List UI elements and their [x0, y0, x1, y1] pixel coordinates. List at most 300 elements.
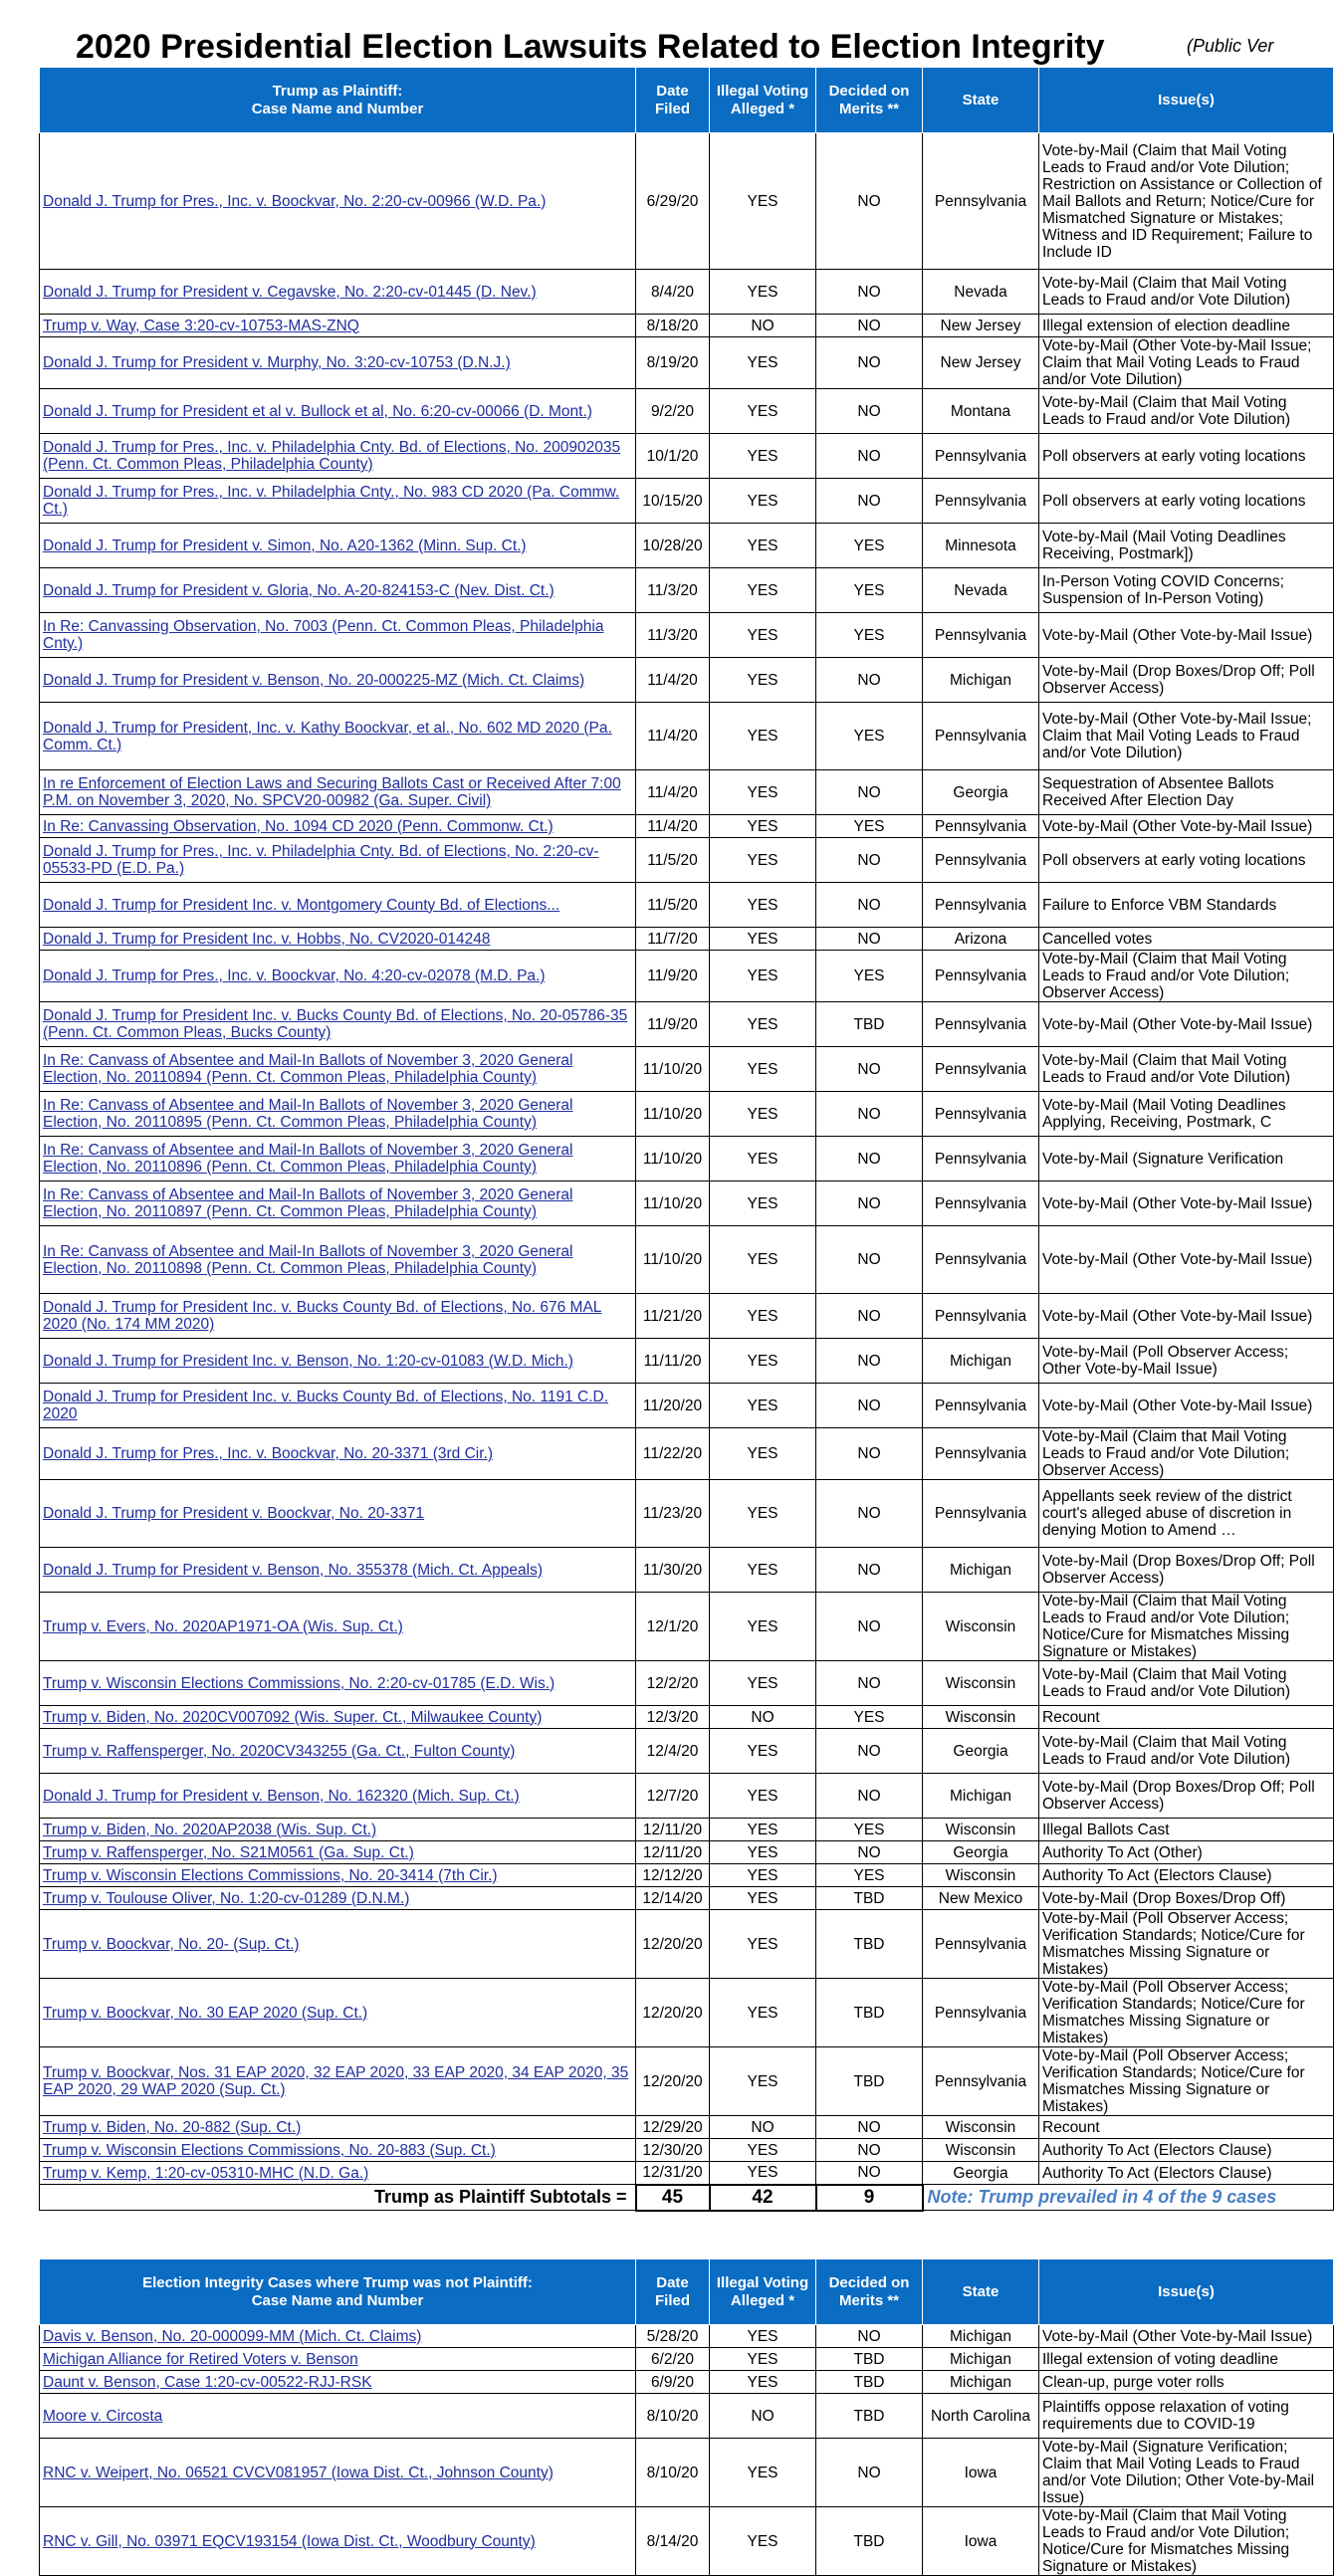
table-row [40, 1729, 1334, 1774]
non-plaintiff-cases-table [39, 2258, 1334, 2576]
state-cell: Wisconsin [923, 1864, 1039, 1887]
merits-cell: YES [816, 568, 923, 613]
case-name-cell [40, 1480, 636, 1548]
illegal-voting-cell: YES [710, 1661, 816, 1706]
illegal-voting-cell: YES [710, 613, 816, 658]
case-name-cell [40, 2162, 636, 2185]
case-link[interactable]: RNC v. Weipert, No. 06521 CVCV081957 (Iowa Dist. Ct., Johnson County) [43, 2464, 554, 2481]
illegal-voting-cell: YES [710, 1593, 816, 1661]
illegal-voting-cell: YES [710, 2047, 816, 2116]
issues-cell: Failure to Enforce VBM Standards [1039, 883, 1334, 928]
merits-cell: NO [816, 270, 923, 315]
case-name-cell [40, 1661, 636, 1706]
case-link[interactable]: Donald J. Trump for President Inc. v. Montgomery County Bd. of Elections... [43, 896, 560, 914]
case-link[interactable]: Trump v. Raffensperger, No. 2020CV343255 (Ga. Ct., Fulton County) [43, 1742, 516, 1760]
case-name-cell [40, 1593, 636, 1661]
issues-cell: Illegal extension of election deadline [1039, 315, 1334, 337]
merits-cell: NO [816, 2439, 923, 2507]
case-link[interactable]: In Re: Canvassing Observation, No. 7003 (Penn. Ct. Common Pleas, Philadelphia Cnty.) [43, 618, 604, 652]
issues-cell: Illegal extension of voting deadline [1039, 2348, 1334, 2371]
illegal-voting-cell: YES [710, 1092, 816, 1137]
table-row [40, 1339, 1334, 1384]
merits-cell: TBD [816, 1979, 923, 2047]
date-filed-cell: 12/4/20 [636, 1729, 710, 1774]
table-row [40, 2162, 1334, 2185]
case-link[interactable]: Donald J. Trump for President v. Boockvar, No. 20-3371 [43, 1505, 425, 1522]
table-row [40, 337, 1334, 389]
issues-cell: Vote-by-Mail (Claim that Mail Voting Leads to Fraud and/or Vote Dilution) [1039, 1729, 1334, 1774]
illegal-voting-cell: YES [710, 133, 816, 270]
state-cell: Montana [923, 389, 1039, 434]
issues-cell: Vote-by-Mail (Other Vote-by-Mail Issue) [1039, 1226, 1334, 1294]
case-link[interactable]: Donald J. Trump for Pres., Inc. v. Philadelphia Cnty. Bd. of Elections, No. 2:20-cv-05533-PD (E.D. Pa.) [43, 843, 599, 877]
state-cell: Michigan [923, 2348, 1039, 2371]
table-row [40, 770, 1334, 815]
case-link[interactable]: Trump v. Kemp, 1:20-cv-05310-MHC (N.D. Ga.) [43, 2164, 369, 2182]
table-row [40, 1979, 1334, 2047]
state-cell: Wisconsin [923, 2116, 1039, 2139]
illegal-voting-cell: YES [710, 951, 816, 1002]
merits-cell: TBD [816, 1887, 923, 1910]
issues-cell: Vote-by-Mail (Drop Boxes/Drop Off; Poll Observer Access) [1039, 1548, 1334, 1593]
merits-cell: TBD [816, 2348, 923, 2371]
illegal-voting-cell: YES [710, 1864, 816, 1887]
state-cell: Pennsylvania [923, 1979, 1039, 2047]
state-cell: Pennsylvania [923, 1181, 1039, 1226]
case-name-cell [40, 1002, 636, 1047]
case-link[interactable]: Donald J. Trump for President, Inc. v. Kathy Boockvar, et al., No. 602 MD 2020 (Pa. Comm. Ct.) [43, 719, 612, 753]
date-filed-cell: 8/14/20 [636, 2507, 710, 2576]
table-row [40, 1661, 1334, 1706]
table-row [40, 2439, 1334, 2507]
illegal-voting-cell: YES [710, 2162, 816, 2185]
state-cell: Pennsylvania [923, 1137, 1039, 1181]
illegal-voting-cell: YES [710, 1729, 816, 1774]
issues-cell: Vote-by-Mail (Claim that Mail Voting Leads to Fraud and/or Vote Dilution; Observer Access) [1039, 1428, 1334, 1480]
case-name-cell [40, 838, 636, 883]
table-row [40, 1181, 1334, 1226]
date-filed-cell: 11/9/20 [636, 1002, 710, 1047]
case-name-cell [40, 2439, 636, 2507]
state-cell: Minnesota [923, 524, 1039, 568]
table-row [40, 658, 1334, 703]
case-name-cell [40, 1137, 636, 1181]
case-name-cell [40, 613, 636, 658]
merits-cell: NO [816, 1384, 923, 1428]
issues-cell: Vote-by-Mail (Poll Observer Access; Other Vote-by-Mail Issue) [1039, 1339, 1334, 1384]
illegal-voting-cell: YES [710, 1887, 816, 1910]
case-link[interactable]: In re Enforcement of Election Laws and Securing Ballots Cast or Received After 7:00 P.M. on November 3, 2020, No. SPCV20-00982 (Ga. Super. Civil) [43, 775, 621, 809]
illegal-voting-cell: YES [710, 1294, 816, 1339]
date-filed-cell: 11/10/20 [636, 1226, 710, 1294]
illegal-voting-cell: YES [710, 1384, 816, 1428]
issues-header: Issue(s) [1039, 68, 1334, 133]
table-row [40, 568, 1334, 613]
merits-cell: NO [816, 337, 923, 389]
merits-cell: TBD [816, 2371, 923, 2394]
issues-cell: Clean-up, purge voter rolls [1039, 2371, 1334, 2394]
case-name-cell [40, 133, 636, 270]
case-link[interactable]: RNC v. Gill, No. 03971 EQCV193154 (Iowa Dist. Ct., Woodbury County) [43, 2532, 536, 2550]
case-link[interactable]: Donald J. Trump for Pres., Inc. v. Philadelphia Cnty., No. 983 CD 2020 (Pa. Commw. Ct.) [43, 484, 620, 518]
date-filed-cell: 11/10/20 [636, 1092, 710, 1137]
merits-cell: TBD [816, 1910, 923, 1979]
merits-cell: NO [816, 389, 923, 434]
date-filed-cell: 8/10/20 [636, 2394, 710, 2439]
state-cell: Pennsylvania [923, 1384, 1039, 1428]
case-link[interactable]: Donald J. Trump for President et al v. Bullock et al, No. 6:20-cv-00066 (D. Mont.) [43, 402, 592, 420]
date-filed-cell: 11/3/20 [636, 613, 710, 658]
date-filed-cell: 9/2/20 [636, 389, 710, 434]
case-link[interactable]: Donald J. Trump for President v. Benson, No. 355378 (Mich. Ct. Appeals) [43, 1561, 543, 1579]
merits-cell: YES [816, 1819, 923, 1841]
merits-cell: NO [816, 1339, 923, 1384]
merits-cell: YES [816, 703, 923, 770]
state-cell: Georgia [923, 1729, 1039, 1774]
merits-cell: NO [816, 1137, 923, 1181]
state-cell: Pennsylvania [923, 1294, 1039, 1339]
state-cell: Pennsylvania [923, 1092, 1039, 1137]
case-link[interactable]: Trump v. Wisconsin Elections Commissions, No. 20-3414 (7th Cir.) [43, 1866, 498, 1884]
merits-cell: NO [816, 838, 923, 883]
date-filed-cell: 6/29/20 [636, 133, 710, 270]
issues-cell: Sequestration of Absentee Ballots Received After Election Day [1039, 770, 1334, 815]
case-link[interactable]: Moore v. Circosta [43, 2407, 163, 2425]
merits-cell: NO [816, 1548, 923, 1593]
date-filed-cell: 11/11/20 [636, 1339, 710, 1384]
case-name-cell [40, 1384, 636, 1428]
illegal-voting-cell: YES [710, 658, 816, 703]
table-row [40, 838, 1334, 883]
table-row [40, 1819, 1334, 1841]
version-label: (Public Ver [1187, 36, 1274, 56]
issues-cell: Authority To Act (Other) [1039, 1841, 1334, 1864]
issues-cell: Vote-by-Mail (Other Vote-by-Mail Issue) [1039, 1384, 1334, 1428]
issues-cell: Vote-by-Mail (Other Vote-by-Mail Issue) [1039, 815, 1334, 838]
date-filed-cell: 11/21/20 [636, 1294, 710, 1339]
subtotals-label: Trump as Plaintiff Subtotals = [40, 2185, 636, 2211]
case-link[interactable]: Trump v. Boockvar, No. 30 EAP 2020 (Sup. Ct.) [43, 2004, 368, 2022]
merits-cell: TBD [816, 2047, 923, 2116]
illegal-voting-cell: YES [710, 1841, 816, 1864]
state-cell: Pennsylvania [923, 838, 1039, 883]
illegal-voting-cell: YES [710, 1979, 816, 2047]
state-cell: Michigan [923, 658, 1039, 703]
illegal-voting-cell: YES [710, 1181, 816, 1226]
state-cell: Nevada [923, 270, 1039, 315]
merits-cell: NO [816, 1774, 923, 1819]
case-name-cell [40, 1910, 636, 1979]
illegal-voting-cell: YES [710, 928, 816, 951]
illegal-voting-cell: YES [710, 2507, 816, 2576]
case-link[interactable]: Trump v. Raffensperger, No. S21M0561 (Ga. Sup. Ct.) [43, 1843, 414, 1861]
illegal-voting-cell: YES [710, 1819, 816, 1841]
case-name-header: Trump as Plaintiff: Case Name and Number [40, 68, 636, 133]
case-link[interactable]: Donald J. Trump for President Inc. v. Bucks County Bd. of Elections, No. 676 MAL 2020 (No. 174 MM 2020) [43, 1299, 602, 1333]
merits-cell: NO [816, 928, 923, 951]
merits-cell: NO [816, 479, 923, 524]
illegal-voting-cell: YES [710, 703, 816, 770]
illegal-voting-cell: YES [710, 337, 816, 389]
case-link[interactable]: Donald J. Trump for President v. Benson, No. 162320 (Mich. Sup. Ct.) [43, 1787, 520, 1805]
case-link[interactable]: Trump v. Toulouse Oliver, No. 1:20-cv-01289 (D.N.M.) [43, 1889, 410, 1907]
case-link[interactable]: Donald J. Trump for President Inc. v. Hobbs, No. CV2020-014248 [43, 930, 491, 948]
issues-cell: Vote-by-Mail (Other Vote-by-Mail Issue) [1039, 1181, 1334, 1226]
case-name-cell [40, 658, 636, 703]
case-name-cell [40, 568, 636, 613]
case-link[interactable]: Trump v. Biden, No. 2020CV007092 (Wis. Super. Ct., Milwaukee County) [43, 1708, 543, 1726]
merits-cell: NO [816, 1181, 923, 1226]
state-cell: Iowa [923, 2439, 1039, 2507]
decided-on-merits-header: Decided on Merits ** [816, 2259, 923, 2325]
table-row [40, 1047, 1334, 1092]
merits-cell: YES [816, 1864, 923, 1887]
state-cell: North Carolina [923, 2394, 1039, 2439]
merits-cell: YES [816, 1706, 923, 1729]
case-name-cell [40, 270, 636, 315]
issues-cell: Vote-by-Mail (Other Vote-by-Mail Issue; Claim that Mail Voting Leads to Fraud and/or Vote Dilution) [1039, 337, 1334, 389]
issues-cell: Vote-by-Mail (Other Vote-by-Mail Issue) [1039, 1294, 1334, 1339]
table-row [40, 1887, 1334, 1910]
merits-cell: NO [816, 1661, 923, 1706]
illegal-voting-header: Illegal Voting Alleged * [710, 68, 816, 133]
state-cell: Georgia [923, 770, 1039, 815]
case-link[interactable]: Michigan Alliance for Retired Voters v. Benson [43, 2350, 358, 2368]
illegal-voting-cell: NO [710, 1706, 816, 1729]
case-name-cell [40, 479, 636, 524]
issues-cell: Vote-by-Mail (Claim that Mail Voting Leads to Fraud and/or Vote Dilution; Notice/Cure for Mismatches Missing Signature or Mistakes) [1039, 2507, 1334, 2576]
date-filed-cell: 11/3/20 [636, 568, 710, 613]
illegal-voting-cell: YES [710, 1339, 816, 1384]
case-link[interactable]: Donald J. Trump for President Inc. v. Bucks County Bd. of Elections, No. 1191 C.D. 2020 [43, 1389, 609, 1422]
state-cell: Pennsylvania [923, 1226, 1039, 1294]
table-row [40, 1226, 1334, 1294]
subtotal-illegal: 42 [710, 2185, 816, 2211]
illegal-voting-cell: YES [710, 1910, 816, 1979]
illegal-voting-cell: YES [710, 479, 816, 524]
case-link[interactable]: Trump v. Biden, No. 2020AP2038 (Wis. Sup. Ct.) [43, 1821, 377, 1838]
case-link[interactable]: Donald J. Trump for President Inc. v. Bucks County Bd. of Elections, No. 20-05786-35 (Penn. Ct. Common Pleas, Bucks County) [43, 1007, 628, 1041]
case-link[interactable]: In Re: Canvass of Absentee and Mail-In Ballots of November 3, 2020 General Election, No. 20110894 (Penn. Ct. Common Pleas, Philadelphia County) [43, 1052, 573, 1086]
merits-cell: NO [816, 883, 923, 928]
state-cell: Georgia [923, 1841, 1039, 1864]
state-cell: Georgia [923, 2162, 1039, 2185]
date-filed-cell: 11/10/20 [636, 1181, 710, 1226]
case-link[interactable]: In Re: Canvassing Observation, No. 1094 CD 2020 (Penn. Commonw. Ct.) [43, 817, 554, 835]
state-cell: Wisconsin [923, 1593, 1039, 1661]
case-name-cell [40, 337, 636, 389]
table-header-row [40, 2259, 1334, 2325]
merits-cell: TBD [816, 2507, 923, 2576]
issues-cell: Vote-by-Mail (Other Vote-by-Mail Issue; Claim that Mail Voting Leads to Fraud and/or Vote Dilution) [1039, 703, 1334, 770]
case-link[interactable]: Donald J. Trump for President Inc. v. Benson, No. 1:20-cv-01083 (W.D. Mich.) [43, 1352, 573, 1370]
case-link[interactable]: In Re: Canvass of Absentee and Mail-In Ballots of November 3, 2020 General Election, No. 20110898 (Penn. Ct. Common Pleas, Philadelphia County) [43, 1242, 573, 1277]
state-cell: Pennsylvania [923, 1428, 1039, 1480]
illegal-voting-cell: YES [710, 389, 816, 434]
case-link[interactable]: Donald J. Trump for Pres., Inc. v. Boockvar, No. 4:20-cv-02078 (M.D. Pa.) [43, 967, 546, 984]
issues-cell: Recount [1039, 1706, 1334, 1729]
case-name-cell [40, 2325, 636, 2348]
merits-cell: NO [816, 1480, 923, 1548]
case-link[interactable]: Trump v. Evers, No. 2020AP1971-OA (Wis. Sup. Ct.) [43, 1617, 403, 1635]
table-row [40, 389, 1334, 434]
illegal-voting-header: Illegal Voting Alleged * [710, 2259, 816, 2325]
date-filed-cell: 11/5/20 [636, 838, 710, 883]
issues-cell: Vote-by-Mail (Claim that Mail Voting Leads to Fraud and/or Vote Dilution) [1039, 1661, 1334, 1706]
issues-cell: In-Person Voting COVID Concerns; Suspension of In-Person Voting) [1039, 568, 1334, 613]
issues-cell: Vote-by-Mail (Claim that Mail Voting Leads to Fraud and/or Vote Dilution; Observer Access) [1039, 951, 1334, 1002]
issues-cell: Vote-by-Mail (Poll Observer Access; Verification Standards; Notice/Cure for Mismatches Missing Signature or Mistakes) [1039, 1979, 1334, 2047]
table-row [40, 703, 1334, 770]
illegal-voting-cell: YES [710, 838, 816, 883]
merits-cell: TBD [816, 2394, 923, 2439]
illegal-voting-cell: YES [710, 2325, 816, 2348]
merits-cell: YES [816, 951, 923, 1002]
merits-cell: NO [816, 1593, 923, 1661]
date-filed-cell: 8/4/20 [636, 270, 710, 315]
date-filed-cell: 8/10/20 [636, 2439, 710, 2507]
case-link[interactable]: Trump v. Boockvar, Nos. 31 EAP 2020, 32 EAP 2020, 33 EAP 2020, 34 EAP 2020, 35 EAP 2020, 29 WAP 2020 (Sup. Ct.) [43, 2064, 629, 2098]
date-filed-cell: 12/2/20 [636, 1661, 710, 1706]
illegal-voting-cell: YES [710, 815, 816, 838]
table-row [40, 2139, 1334, 2162]
state-cell: Wisconsin [923, 2139, 1039, 2162]
case-name-cell [40, 2139, 636, 2162]
case-name-cell [40, 815, 636, 838]
case-link[interactable]: Donald J. Trump for Pres., Inc. v. Philadelphia Cnty. Bd. of Elections, No. 200902035 (Penn. Ct. Common Pleas, Philadelphia County) [43, 439, 621, 473]
illegal-voting-cell: NO [710, 2116, 816, 2139]
date-filed-cell: 11/10/20 [636, 1047, 710, 1092]
case-name-cell [40, 951, 636, 1002]
state-cell: Michigan [923, 1339, 1039, 1384]
case-name-cell [40, 1092, 636, 1137]
illegal-voting-cell: YES [710, 2139, 816, 2162]
date-filed-cell: 11/4/20 [636, 703, 710, 770]
case-link[interactable]: Davis v. Benson, No. 20-000099-MM (Mich. Ct. Claims) [43, 2327, 422, 2345]
issues-cell: Vote-by-Mail (Other Vote-by-Mail Issue) [1039, 2325, 1334, 2348]
case-link[interactable]: Donald J. Trump for Pres., Inc. v. Boockvar, No. 2:20-cv-00966 (W.D. Pa.) [43, 192, 547, 210]
case-name-cell [40, 1428, 636, 1480]
illegal-voting-cell: YES [710, 770, 816, 815]
illegal-voting-cell: YES [710, 270, 816, 315]
date-filed-cell: 11/4/20 [636, 815, 710, 838]
case-name-cell [40, 1294, 636, 1339]
case-link[interactable]: Donald J. Trump for President v. Cegavske, No. 2:20-cv-01445 (D. Nev.) [43, 283, 537, 301]
table-row [40, 1294, 1334, 1339]
case-name-cell [40, 1887, 636, 1910]
date-filed-cell: 11/30/20 [636, 1548, 710, 1593]
issues-cell: Vote-by-Mail (Drop Boxes/Drop Off; Poll Observer Access) [1039, 1774, 1334, 1819]
merits-cell: NO [816, 2162, 923, 2185]
date-filed-cell: 12/14/20 [636, 1887, 710, 1910]
case-name-cell [40, 524, 636, 568]
case-link[interactable]: Trump v. Wisconsin Elections Commissions, No. 20-883 (Sup. Ct.) [43, 2141, 496, 2159]
case-link[interactable]: Donald J. Trump for Pres., Inc. v. Boockvar, No. 20-3371 (3rd Cir.) [43, 1445, 493, 1462]
state-cell: Michigan [923, 2325, 1039, 2348]
case-name-cell [40, 2047, 636, 2116]
date-filed-cell: 12/31/20 [636, 2162, 710, 2185]
date-filed-cell: 11/10/20 [636, 1137, 710, 1181]
case-link[interactable]: In Re: Canvass of Absentee and Mail-In Ballots of November 3, 2020 General Election, No. 20110895 (Penn. Ct. Common Pleas, Philadelphia County) [43, 1097, 573, 1131]
case-link[interactable]: Donald J. Trump for President v. Murphy, No. 3:20-cv-10753 (D.N.J.) [43, 354, 511, 371]
state-cell: Pennsylvania [923, 703, 1039, 770]
case-link[interactable]: In Re: Canvass of Absentee and Mail-In Ballots of November 3, 2020 General Election, No. 20110897 (Penn. Ct. Common Pleas, Philadelphia County) [43, 1186, 573, 1220]
table-row [40, 270, 1334, 315]
illegal-voting-cell: YES [710, 524, 816, 568]
table-row [40, 2047, 1334, 2116]
date-filed-cell: 12/7/20 [636, 1774, 710, 1819]
state-cell: Nevada [923, 568, 1039, 613]
plaintiff-cases-table [39, 67, 1334, 2212]
merits-cell: YES [816, 524, 923, 568]
table-row [40, 479, 1334, 524]
issues-cell: Vote-by-Mail (Poll Observer Access; Verification Standards; Notice/Cure for Mismatches Missing Signature or Mistakes) [1039, 1910, 1334, 1979]
merits-cell: NO [816, 770, 923, 815]
case-name-cell [40, 770, 636, 815]
illegal-voting-cell: YES [710, 1047, 816, 1092]
case-link[interactable]: Donald J. Trump for President v. Gloria, No. A-20-824153-C (Nev. Dist. Ct.) [43, 581, 555, 599]
case-link[interactable]: Trump v. Way, Case 3:20-cv-10753-MAS-ZNQ [43, 317, 359, 334]
issues-cell: Vote-by-Mail (Signature Verification; Claim that Mail Voting Leads to Fraud and/or Vote Dilution; Other Vote-by-Mail Issue) [1039, 2439, 1334, 2507]
table-row [40, 815, 1334, 838]
issues-cell: Cancelled votes [1039, 928, 1334, 951]
case-name-cell [40, 1548, 636, 1593]
issues-cell: Poll observers at early voting locations [1039, 479, 1334, 524]
state-cell: Pennsylvania [923, 133, 1039, 270]
case-name-cell [40, 1864, 636, 1887]
state-cell: Pennsylvania [923, 1480, 1039, 1548]
date-filed-cell: 12/20/20 [636, 1910, 710, 1979]
table-row [40, 2325, 1334, 2348]
merits-cell: NO [816, 434, 923, 479]
date-filed-cell: 8/19/20 [636, 337, 710, 389]
date-filed-cell: 10/1/20 [636, 434, 710, 479]
merits-cell: NO [816, 1226, 923, 1294]
case-link[interactable]: In Re: Canvass of Absentee and Mail-In Ballots of November 3, 2020 General Election, No. 20110896 (Penn. Ct. Common Pleas, Philadelphia County) [43, 1142, 573, 1176]
illegal-voting-cell: YES [710, 2439, 816, 2507]
state-cell: Michigan [923, 2371, 1039, 2394]
table-row [40, 2371, 1334, 2394]
state-cell: Arizona [923, 928, 1039, 951]
case-link[interactable]: Trump v. Biden, No. 20-882 (Sup. Ct.) [43, 2118, 302, 2136]
table-row [40, 1910, 1334, 1979]
case-name-cell [40, 434, 636, 479]
table-row [40, 951, 1334, 1002]
issues-cell: Authority To Act (Electors Clause) [1039, 2139, 1334, 2162]
case-link[interactable]: Donald J. Trump for President v. Benson, No. 20-000225-MZ (Mich. Ct. Claims) [43, 671, 585, 689]
state-cell: Wisconsin [923, 1819, 1039, 1841]
case-link[interactable]: Trump v. Boockvar, No. 20- (Sup. Ct.) [43, 1935, 300, 1953]
state-cell: New Mexico [923, 1887, 1039, 1910]
case-name-cell [40, 1047, 636, 1092]
illegal-voting-cell: YES [710, 1226, 816, 1294]
state-header: State [923, 2259, 1039, 2325]
table-row [40, 315, 1334, 337]
table-row [40, 1384, 1334, 1428]
date-filed-cell: 11/4/20 [636, 658, 710, 703]
date-filed-cell: 8/18/20 [636, 315, 710, 337]
issues-cell: Poll observers at early voting locations [1039, 838, 1334, 883]
date-filed-header: Date Filed [636, 68, 710, 133]
case-link[interactable]: Trump v. Wisconsin Elections Commissions, No. 2:20-cv-01785 (E.D. Wis.) [43, 1674, 556, 1692]
issues-cell: Appellants seek review of the district court's alleged abuse of discretion in denying Motion to Amend … [1039, 1480, 1334, 1548]
issues-cell: Vote-by-Mail (Claim that Mail Voting Leads to Fraud and/or Vote Dilution; Notice/Cure for Mismatches Missing Signature or Mistakes) [1039, 1593, 1334, 1661]
issues-cell: Vote-by-Mail (Drop Boxes/Drop Off; Poll Observer Access) [1039, 658, 1334, 703]
case-link[interactable]: Donald J. Trump for President v. Simon, No. A20-1362 (Minn. Sup. Ct.) [43, 537, 527, 554]
case-link[interactable]: Daunt v. Benson, Case 1:20-cv-00522-RJJ-RSK [43, 2373, 372, 2391]
table-row [40, 434, 1334, 479]
case-name-cell [40, 703, 636, 770]
